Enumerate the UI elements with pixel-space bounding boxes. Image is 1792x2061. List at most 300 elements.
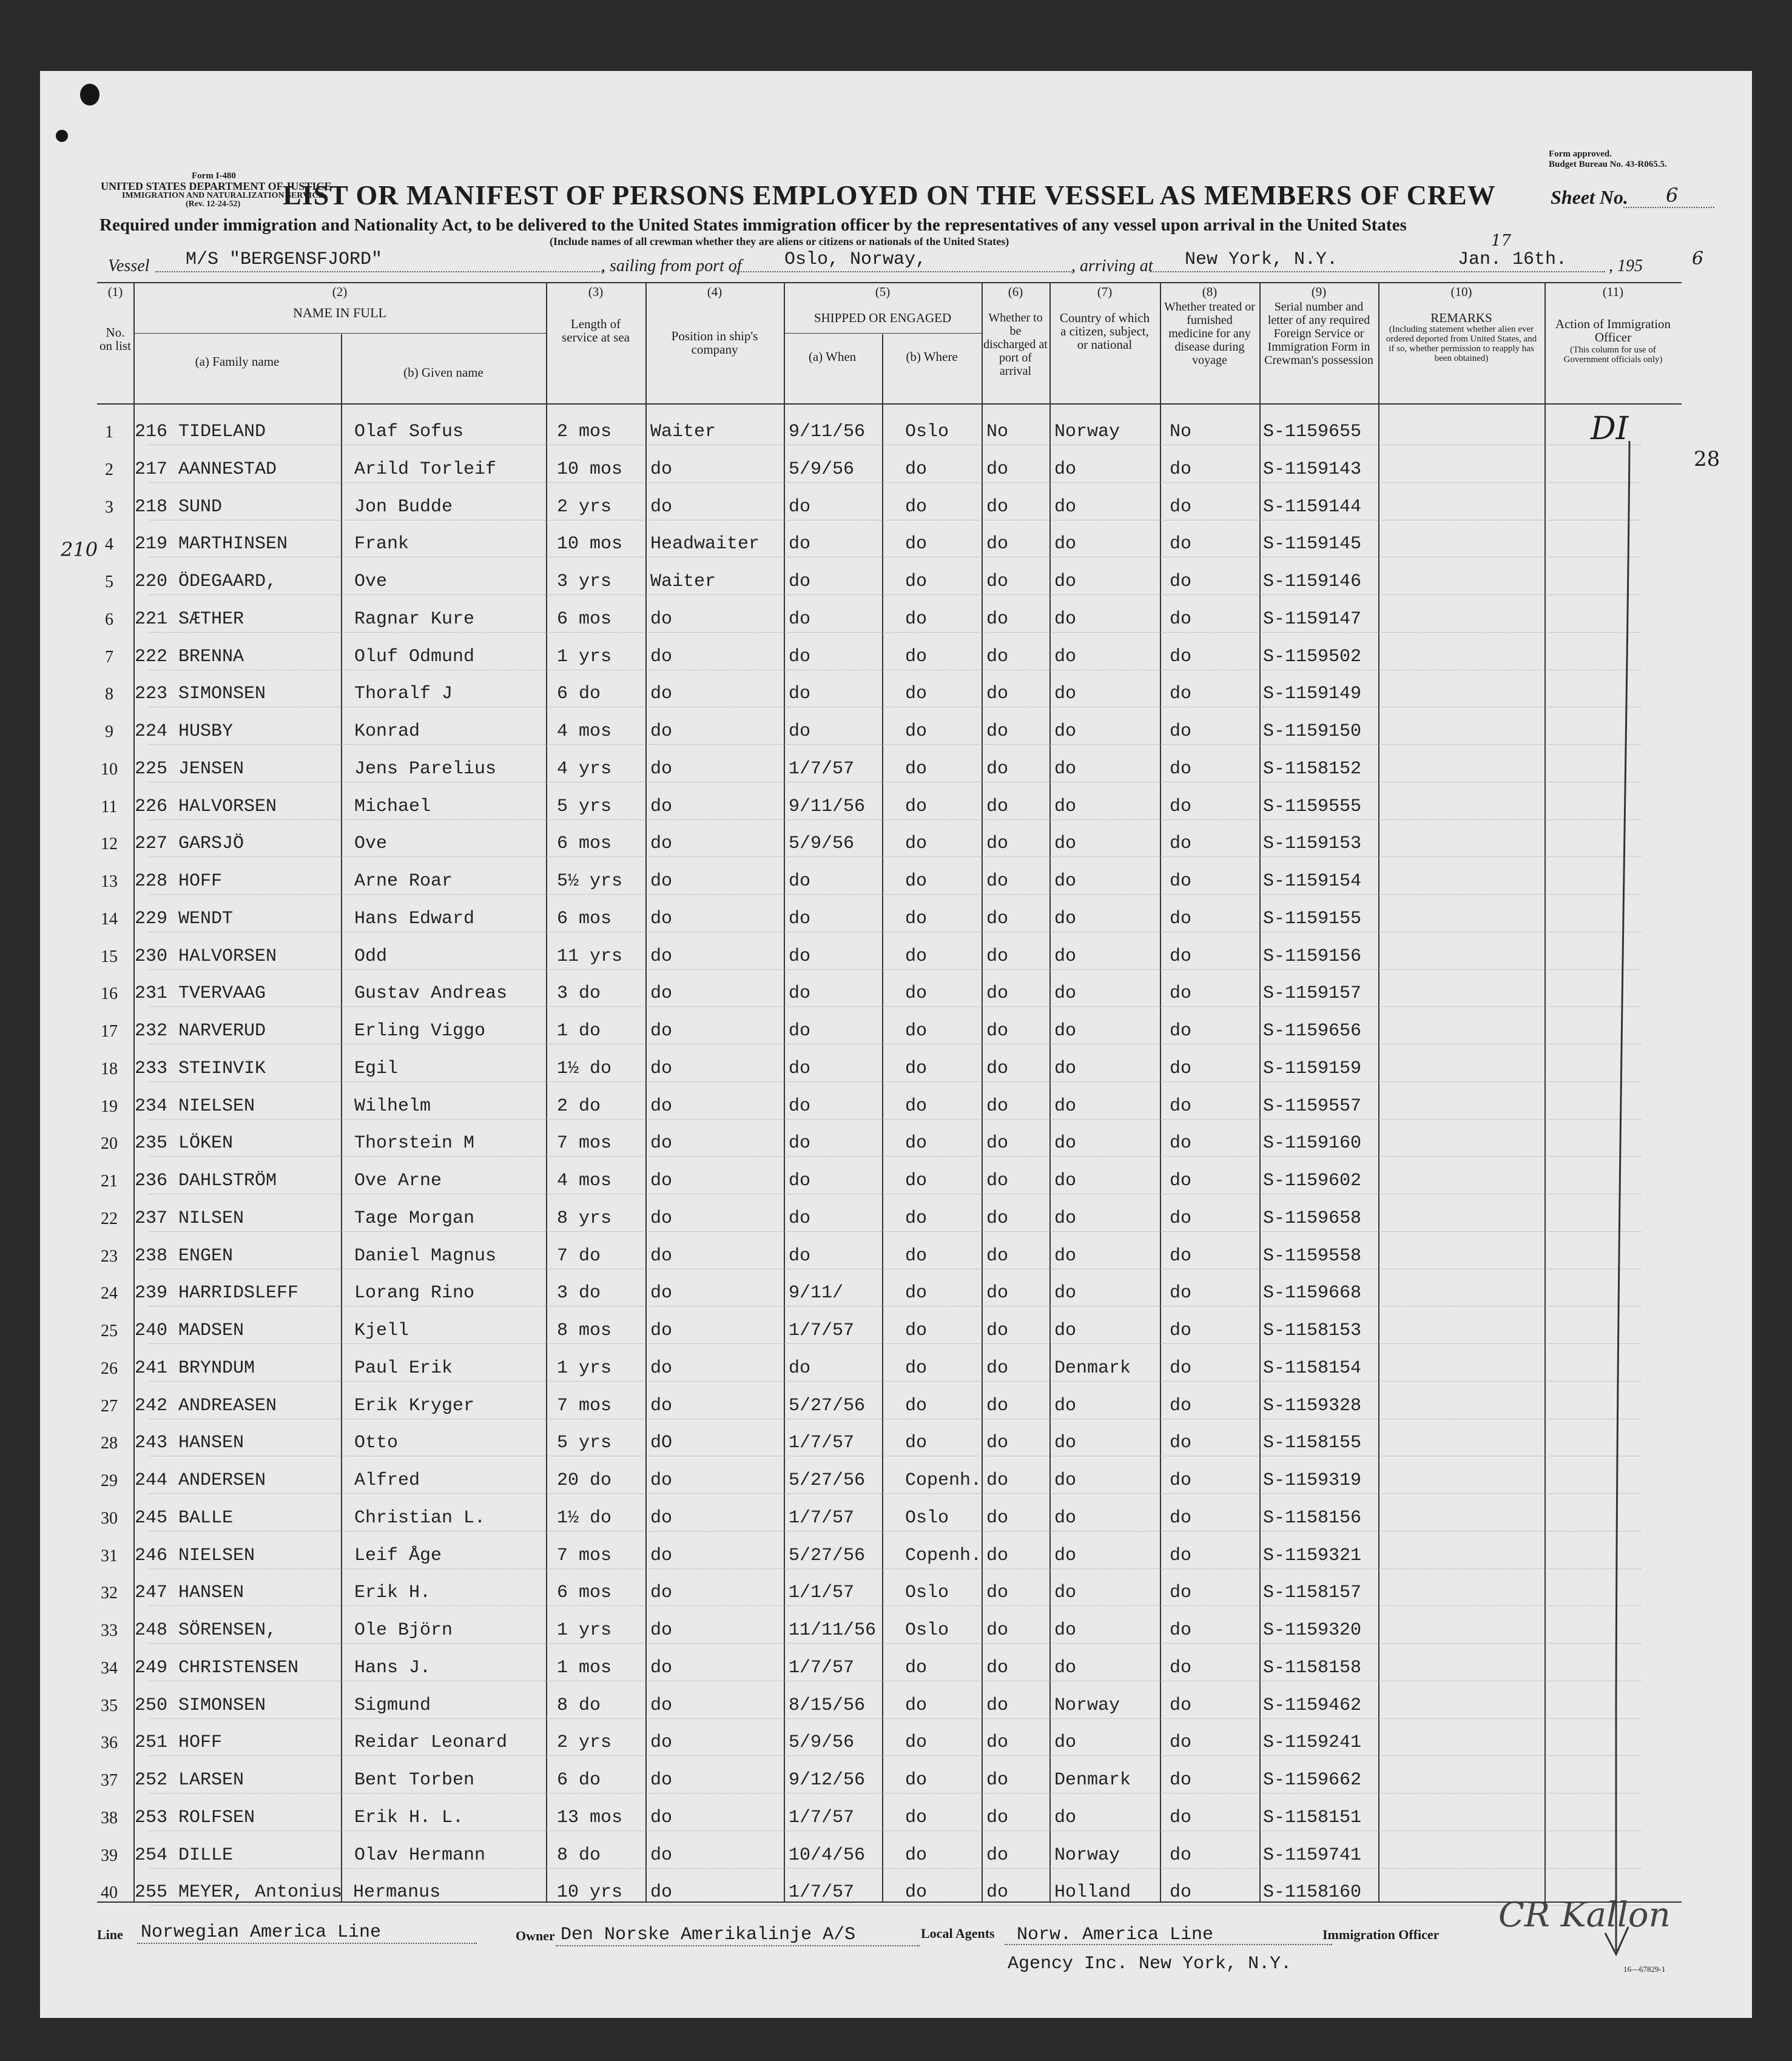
country: do (1054, 1732, 1077, 1753)
shipped-where: do (905, 459, 928, 480)
treated: do (1170, 1095, 1192, 1117)
shipped-when: 1/7/57 (789, 1507, 855, 1528)
col-head-serial: Serial number and letter of any required Foreign Service or Immigration Form in Crewman's possession (1264, 300, 1373, 367)
shipped-when: 1/7/57 (789, 1807, 855, 1828)
discharged: do (986, 1620, 1009, 1641)
treated: do (1170, 646, 1192, 667)
discharged: do (986, 758, 1009, 779)
country: do (1054, 1582, 1077, 1604)
family-name: 243 HANSEN (135, 1433, 244, 1454)
discharged: do (986, 1470, 1009, 1491)
serial-number: S-1159319 (1263, 1470, 1362, 1491)
shipped-when: do (789, 871, 811, 892)
country: do (1054, 1395, 1077, 1416)
family-name: 232 NARVERUD (135, 1021, 266, 1041)
given-name: Frank (354, 534, 409, 555)
owner-label: Owner (516, 1928, 555, 1943)
discharged: No (986, 422, 1009, 442)
agents-value-2: Agency Inc. New York, N.Y. (1008, 1954, 1292, 1974)
given-name: Hans Edward (354, 908, 475, 929)
treated: do (1170, 946, 1192, 967)
country: do (1054, 571, 1077, 592)
treated: do (1170, 459, 1192, 480)
row-number: 31 (101, 1546, 118, 1565)
country: do (1054, 459, 1077, 480)
discharged: do (986, 1433, 1009, 1454)
owner-underline (556, 1945, 920, 1946)
country: do (1054, 1807, 1077, 1828)
treated: do (1170, 1882, 1192, 1903)
family-name: 254 DILLE (135, 1844, 234, 1866)
family-name: 246 NIELSEN (135, 1545, 255, 1566)
row-number: 23 (101, 1246, 118, 1266)
shipped-where: do (905, 1657, 928, 1678)
country: do (1054, 1433, 1077, 1454)
country: Norway (1054, 422, 1120, 442)
serial-number: S-1159156 (1263, 946, 1362, 967)
position: do (650, 796, 673, 817)
given-name: Ove Arne (354, 1171, 442, 1191)
row-rule (149, 1119, 1642, 1120)
family-name: 238 ENGEN (135, 1245, 234, 1266)
given-name: Erik Kryger (354, 1395, 475, 1416)
service-length: 1½ do (557, 1507, 612, 1528)
shipped-when: do (789, 1208, 811, 1229)
service-length: 1 mos (557, 1657, 612, 1678)
row-rule (149, 1605, 1642, 1606)
position: do (650, 496, 673, 517)
service-length: 7 mos (557, 1133, 612, 1154)
row-rule (149, 1081, 1642, 1082)
table-row (40, 1613, 1752, 1649)
country: do (1054, 758, 1077, 779)
subtitle-note: (Include names of all crewman whether they are aliens or citizens or nationals of the United States) (550, 235, 1009, 247)
serial-number: S-1159157 (1263, 983, 1362, 1004)
family-name: 229 WENDT (135, 908, 234, 929)
discharged: do (986, 946, 1009, 967)
given-name: Reidar Leonard (354, 1732, 508, 1753)
serial-number: S-1158151 (1263, 1807, 1362, 1828)
service-length: 20 do (557, 1470, 612, 1491)
serial-number: S-1159741 (1263, 1844, 1362, 1866)
treated: do (1170, 571, 1192, 592)
date-correction: 17 (1491, 232, 1512, 250)
position: do (650, 1357, 673, 1379)
service-length: 4 mos (557, 721, 612, 742)
treated: do (1170, 496, 1192, 517)
service-length: 8 do (557, 1695, 601, 1716)
table-row (40, 864, 1752, 900)
discharged: do (986, 571, 1009, 592)
approval-line1: Form approved. (1549, 149, 1612, 159)
serial-number: S-1159143 (1263, 459, 1362, 480)
family-name: 226 HALVORSEN (135, 796, 277, 817)
row-number: 39 (101, 1846, 118, 1865)
given-name: Ove (354, 571, 388, 592)
serial-number: S-1159668 (1263, 1283, 1362, 1304)
position: do (650, 833, 673, 855)
shipped-when: 10/4/56 (789, 1844, 866, 1866)
given-name: Otto (354, 1433, 399, 1454)
shipped-where: do (905, 758, 928, 779)
department: UNITED STATES DEPARTMENT OF JUSTICE (101, 180, 332, 192)
service-length: 7 mos (557, 1395, 612, 1416)
shipped-where: Oslo (905, 1507, 949, 1528)
treated: do (1170, 983, 1192, 1004)
country: do (1054, 1620, 1077, 1641)
row-rule (149, 1868, 1642, 1869)
service-length: 4 mos (557, 1171, 612, 1191)
discharged: do (986, 1171, 1009, 1191)
discharged: do (986, 1245, 1009, 1266)
position: do (650, 1807, 673, 1828)
shipped-when: do (789, 646, 811, 667)
service-length: 8 yrs (557, 1208, 612, 1229)
service-length: 7 do (557, 1245, 601, 1266)
col-head-remarks-note: (Including statement whether alien ever ordered deported from United States, and if so, whether permission to reapply has been obtained) (1386, 324, 1537, 363)
service-length: 3 yrs (557, 571, 612, 592)
service-length: 5 yrs (557, 1433, 612, 1454)
revision: (Rev. 12-24-52) (186, 200, 241, 209)
table-row (40, 489, 1752, 526)
agents-label: Local Agents (921, 1926, 995, 1941)
service-length: 2 yrs (557, 1732, 612, 1753)
col-head-number: No. on list (99, 325, 131, 353)
serial-number: S-1159558 (1263, 1245, 1362, 1266)
service-length: 6 do (557, 684, 601, 705)
row-rule (149, 1343, 1642, 1344)
treated: do (1170, 833, 1192, 855)
shipped-when: do (789, 571, 811, 592)
shipped-when: do (789, 608, 811, 630)
shipped-when: 11/11/56 (789, 1620, 877, 1641)
country: do (1054, 1470, 1077, 1491)
shipped-where: Copenh. (905, 1470, 982, 1491)
country: do (1054, 1507, 1077, 1528)
position: do (650, 1058, 673, 1079)
serial-number: S-1158153 (1263, 1320, 1362, 1341)
country: do (1054, 1245, 1077, 1266)
table-row (40, 639, 1752, 676)
position: do (650, 908, 673, 929)
row-number: 35 (101, 1696, 118, 1715)
country: do (1054, 721, 1077, 742)
service-length: 6 mos (557, 1582, 612, 1604)
col-num: (5) (875, 284, 891, 299)
row-rule (149, 1231, 1642, 1232)
row-number: 28 (101, 1434, 118, 1453)
given-name: Christian L. (354, 1507, 486, 1528)
position: do (650, 1545, 673, 1566)
shipped-when: 5/9/56 (789, 1732, 855, 1753)
row-number: 7 (105, 647, 113, 667)
family-name: 239 HARRIDSLEFF (135, 1283, 299, 1304)
col-head-action-note: (This column for use of Government officials only) (1563, 345, 1663, 365)
service-length: 1 yrs (557, 1357, 612, 1379)
col-num: (2) (332, 284, 348, 299)
row-number: 11 (101, 797, 118, 816)
table-row (40, 1388, 1752, 1425)
service-length: 10 mos (557, 459, 623, 480)
shipped-when: 8/15/56 (789, 1695, 866, 1716)
position: do (650, 1208, 673, 1229)
year-suffix: 6 (1692, 248, 1704, 269)
row-rule (149, 1006, 1642, 1007)
row-number: 9 (105, 722, 113, 741)
treated: do (1170, 1320, 1192, 1341)
line-label: Line (97, 1927, 123, 1942)
table-row (40, 1425, 1752, 1462)
shipped-when: do (789, 1357, 811, 1379)
treated: do (1170, 608, 1192, 630)
shipped-where: do (905, 871, 928, 892)
country: do (1054, 833, 1077, 855)
service-length: 5½ yrs (557, 871, 623, 892)
col-head-family: (a) Family name (195, 354, 280, 369)
service-length: 1 yrs (557, 646, 612, 667)
country: do (1054, 1320, 1077, 1341)
crew-rows (40, 71, 1752, 2018)
col-num: (9) (1311, 284, 1327, 299)
family-name: 225 JENSEN (135, 758, 244, 779)
table-row (40, 1014, 1752, 1050)
row-rule (149, 1718, 1642, 1719)
position: Waiter (650, 422, 716, 442)
margin-note-210: 210 (61, 538, 98, 561)
row-number: 37 (101, 1771, 118, 1790)
line-value: Norwegian America Line (141, 1922, 382, 1943)
officer-label: Immigration Officer (1322, 1927, 1440, 1942)
col-head-discharged: Whether to be discharged at port of arrival (983, 311, 1048, 378)
row-number: 38 (101, 1808, 118, 1827)
shipped-where: Oslo (905, 1620, 949, 1641)
vessel-name: M/S "BERGENSFJORD" (186, 249, 383, 270)
given-name: Bent Torben (354, 1770, 475, 1790)
country: do (1054, 646, 1077, 667)
discharged: do (986, 983, 1009, 1004)
family-name: 244 ANDERSEN (135, 1470, 266, 1491)
shipped-when: 1/7/57 (789, 1433, 855, 1454)
position: do (650, 646, 673, 667)
service-length: 3 do (557, 983, 601, 1004)
family-name: 248 SÖRENSEN, (135, 1620, 277, 1641)
shipped-where: do (905, 1320, 928, 1341)
col-num: (3) (588, 284, 604, 299)
given-name: Lorang Rino (354, 1283, 475, 1304)
row-number: 36 (101, 1733, 118, 1753)
shipped-when: 5/27/56 (789, 1395, 866, 1416)
treated: do (1170, 1732, 1192, 1753)
given-name: Hans J. (354, 1657, 431, 1678)
serial-number: S-1159658 (1263, 1208, 1362, 1229)
country: do (1054, 983, 1077, 1004)
shipped-when: do (789, 1058, 811, 1079)
family-name: 222 BRENNA (135, 646, 244, 667)
given-name: Olav Hermann (354, 1844, 486, 1866)
family-name: 250 SIMONSEN (135, 1695, 266, 1716)
action-initials: DI (1591, 411, 1629, 447)
given-name: Egil (354, 1058, 399, 1079)
sheet-label: Sheet No. (1551, 186, 1628, 208)
row-number: 5 (105, 573, 113, 591)
table-row (40, 1838, 1752, 1874)
action-arrow (1581, 435, 1654, 1963)
shipped-where: do (905, 1433, 928, 1454)
country: do (1054, 1095, 1077, 1117)
shipped-when: do (789, 946, 811, 967)
discharged: do (986, 608, 1009, 630)
row-number: 14 (101, 909, 118, 929)
position: do (650, 1395, 673, 1416)
shipped-where: do (905, 496, 928, 517)
table-row (40, 1875, 1752, 1911)
service-length: 10 mos (557, 534, 623, 555)
table-row (40, 564, 1752, 600)
family-name: 220 ÖDEGAARD, (135, 571, 277, 592)
discharged: do (986, 459, 1009, 480)
discharged: do (986, 1807, 1009, 1828)
treated: do (1170, 1695, 1192, 1716)
table-row (40, 1239, 1752, 1275)
family-name: 249 CHRISTENSEN (135, 1657, 299, 1678)
agents-value-1: Norw. America Line (1017, 1925, 1214, 1945)
country: do (1054, 871, 1077, 892)
treated: do (1170, 721, 1192, 742)
discharged: do (986, 1507, 1009, 1528)
position: do (650, 1133, 673, 1154)
table-row (40, 602, 1752, 638)
row-rule (149, 1905, 1642, 1906)
position: do (650, 1021, 673, 1041)
service-length: 13 mos (557, 1807, 623, 1828)
row-number: 1 (105, 423, 113, 442)
shipped-when: do (789, 1171, 811, 1191)
row-number: 33 (101, 1621, 118, 1640)
table-row (40, 976, 1752, 1012)
col-head-service: Length of service at sea (562, 317, 630, 345)
given-name: Odd (354, 946, 388, 967)
service-length: 1 yrs (557, 1620, 612, 1641)
treated: do (1170, 1357, 1192, 1379)
country: do (1054, 796, 1077, 817)
family-name: 219 MARTHINSEN (135, 534, 288, 555)
service-length: 6 mos (557, 608, 612, 630)
position: do (650, 1882, 673, 1903)
country: do (1054, 534, 1077, 555)
table-row (40, 1313, 1752, 1350)
position: do (650, 1582, 673, 1604)
serial-number: S-1159502 (1263, 646, 1362, 667)
shipped-where: do (905, 534, 928, 555)
country: do (1054, 908, 1077, 929)
table-row (40, 452, 1752, 488)
form-number: Form I-480 (192, 171, 236, 181)
discharged: do (986, 871, 1009, 892)
country: do (1054, 1058, 1077, 1079)
service-length: 6 do (557, 1770, 601, 1790)
row-number: 40 (101, 1883, 118, 1903)
col-num: (4) (707, 284, 723, 299)
serial-number: S-1159321 (1263, 1545, 1362, 1566)
serial-number: S-1159656 (1263, 1021, 1362, 1041)
discharged: do (986, 496, 1009, 517)
position: do (650, 1732, 673, 1753)
shipped-when: 5/27/56 (789, 1470, 866, 1491)
row-number: 10 (101, 759, 118, 779)
country: Denmark (1054, 1357, 1131, 1379)
row-number: 18 (101, 1059, 118, 1078)
row-number: 26 (101, 1359, 118, 1378)
manifest-title: LIST OR MANIFEST OF PERSONS EMPLOYED ON THE VESSEL AS MEMBERS OF CREW (283, 180, 1496, 210)
table-row (40, 1163, 1752, 1200)
given-name: Olaf Sofus (354, 422, 464, 442)
sailing-label: , sailing from port of (601, 257, 742, 275)
shipped-when: do (789, 684, 811, 705)
shipped-when: do (789, 1021, 811, 1041)
table-row (40, 939, 1752, 975)
serial-number: S-1158152 (1263, 758, 1362, 779)
service-length: 4 yrs (557, 758, 612, 779)
serial-number: S-1159155 (1263, 908, 1362, 929)
shipped-where: do (905, 1844, 928, 1866)
serial-number: S-1159144 (1263, 496, 1362, 517)
service-length: 3 do (557, 1283, 601, 1304)
family-name: 221 SÆTHER (135, 608, 244, 630)
position: do (650, 608, 673, 630)
col-head-remarks: REMARKS (1430, 311, 1492, 325)
serial-number: S-1159154 (1263, 871, 1362, 892)
serial-number: S-1159328 (1263, 1395, 1362, 1416)
given-name: Tage Morgan (354, 1208, 475, 1229)
position: do (650, 1245, 673, 1266)
row-number: 3 (105, 497, 113, 517)
arrival-port: New York, N.Y. (1185, 249, 1338, 270)
shipped-where: do (905, 833, 928, 855)
shipped-where: do (905, 1882, 928, 1903)
treated: do (1170, 534, 1192, 555)
row-number: 19 (101, 1097, 118, 1116)
col-num: (10) (1450, 284, 1472, 299)
treated: do (1170, 1507, 1192, 1528)
row-rule (149, 1643, 1642, 1644)
col-num: (11) (1602, 284, 1624, 299)
col-head-country: Country of which a citizen, subject, or national (1059, 311, 1150, 352)
row-rule (149, 856, 1642, 857)
discharged: do (986, 684, 1009, 705)
row-number: 25 (101, 1322, 118, 1340)
shipped-when: do (789, 721, 811, 742)
row-number: 8 (105, 685, 113, 704)
treated: do (1170, 871, 1192, 892)
serial-number: S-1159655 (1263, 422, 1362, 442)
position: do (650, 1507, 673, 1528)
treated: do (1170, 1657, 1192, 1678)
serial-number: S-1159462 (1263, 1695, 1362, 1716)
shipped-when: do (789, 1245, 811, 1266)
given-name: Alfred (354, 1470, 420, 1491)
treated: do (1170, 1058, 1192, 1079)
table-row (40, 1763, 1752, 1799)
shipped-when: do (789, 1095, 811, 1117)
serial-number: S-1158154 (1263, 1357, 1362, 1379)
discharged: do (986, 1058, 1009, 1079)
owner-value: Den Norske Amerikalinje A/S (561, 1925, 856, 1945)
table-row (40, 789, 1752, 825)
position: do (650, 1320, 673, 1341)
row-rule (149, 744, 1642, 745)
family-name: 234 NIELSEN (135, 1095, 255, 1117)
row-number: 12 (101, 835, 118, 854)
